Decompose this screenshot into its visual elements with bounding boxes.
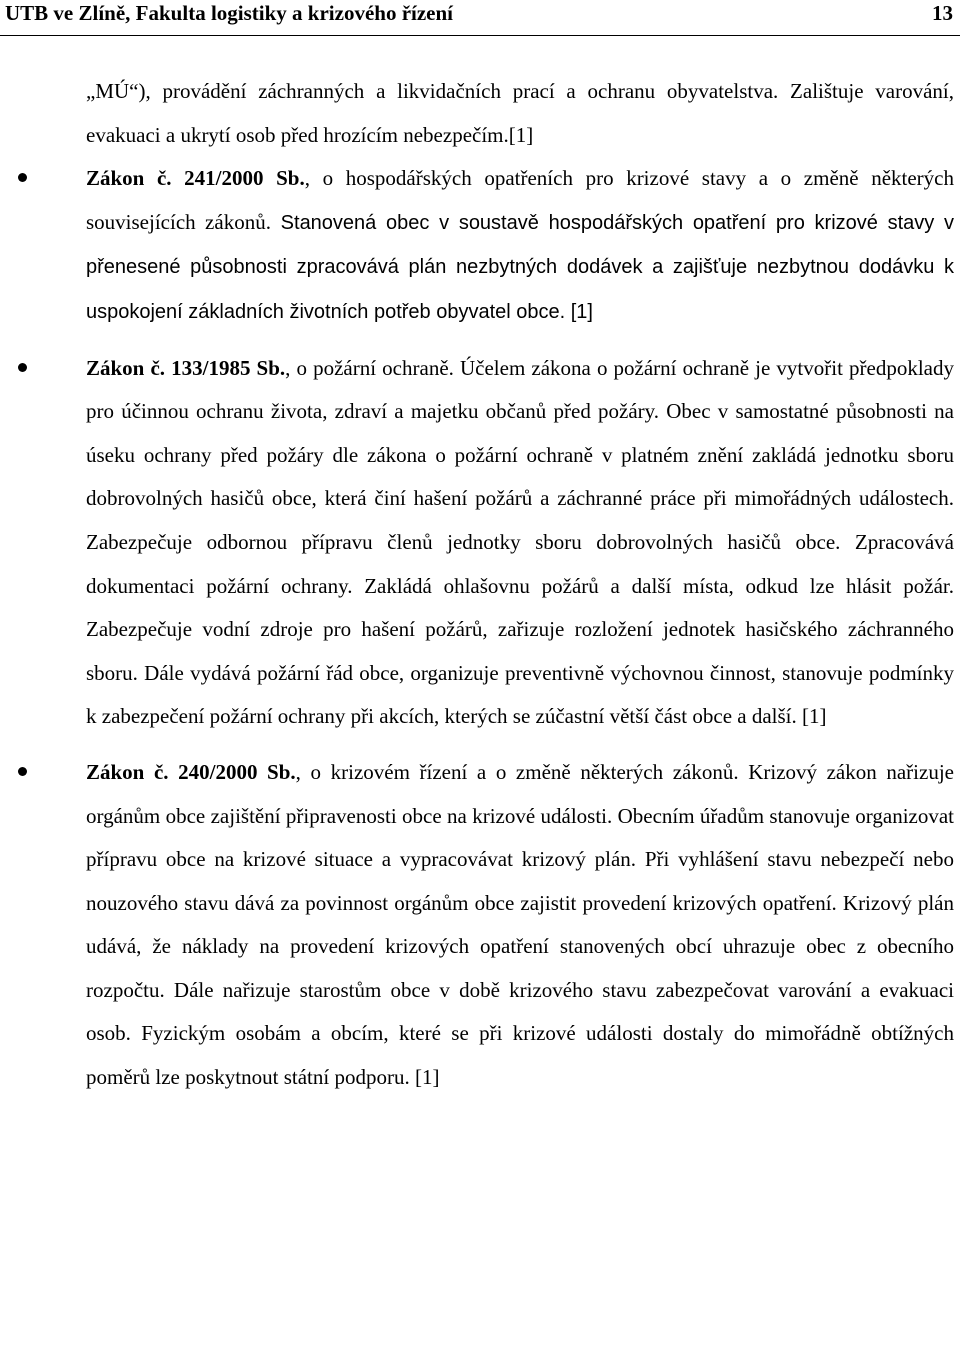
law-reference: Zákon č. 133/1985 Sb. <box>86 355 286 380</box>
header-title: UTB ve Zlíně, Fakulta logistiky a krizového řízení <box>5 1 454 25</box>
intro-paragraph: „MÚ“), provádění záchranných a likvidačních prací a ochranu obyvatelstva. Zalištuje varování, evakuaci a ukrytí osob před hrozícím nebezpečím.[1] <box>86 79 954 147</box>
law-description: Krizový zákon nařizuje orgánům obce zajištění připravenosti obce na krizové události. Obecním úřadům stanovuje organizovat přípravu obce na krizové situace a vypracovávat krizový plán. Při vyhlášení stavu nebezpečí nebo nouzového stavu dává za povinnost orgánům obce zajistit provedení krizových opatření. Krizový plán udává, že náklady na provedení krizových opatření stanovených obcí uhrazuje obec z obecního rozpočtu. Dále nařizuje starostům obce v době krizového stavu zabezpečovat varování a evakuaci osob. Fyzickým osobám a obcím, které se při krizové události dostaly do mimořádně obtížných poměrů lze poskytnout státní podporu. [1] <box>86 759 954 1090</box>
law-description: Stanovená obec v soustavě hospodářských opatření pro krizové stavy v přenesené působnosti zpracovává plán nezbytných dodávek a zajišťuje nezbytnou dodávku k uspokojení základních životních potřeb obyvatel obce. [1] <box>86 211 954 323</box>
list-item-law-240-2000 <box>86 751 954 1100</box>
list-item-law-133-1985 <box>86 347 954 739</box>
law-title: , o požární ochraně. <box>285 355 454 380</box>
page-number: 13 <box>932 1 953 25</box>
bullet-icon <box>18 363 27 372</box>
list-item-law-241-2000 <box>86 157 954 334</box>
bullet-icon <box>18 767 27 776</box>
law-title: , o krizovém řízení a o změně některých zákonů. <box>295 759 739 784</box>
law-reference: Zákon č. 240/2000 Sb. <box>86 759 296 784</box>
document-body <box>86 70 954 1100</box>
law-title: , o hospodářských opatřeních pro krizové stavy a o změně některých souvisejících zákonů. <box>86 166 954 234</box>
page-header <box>0 0 960 36</box>
law-reference: Zákon č. 241/2000 Sb. <box>86 166 305 191</box>
bullet-icon <box>18 173 27 182</box>
law-description: Účelem zákona o požární ochraně je vytvořit předpoklady pro účinnou ochranu života, zdraví a majetku občanů před požáry. Obec v samostatné působnosti na úseku ochrany před požáry dle zákona o požární ochraně v platném znění zakládá jednotku sboru dobrovolných hasičů obce, která činí hašení požárů a záchranné práce při mimořádných událostech. Zabezpečuje odbornou přípravu členů jednotky sboru dobrovolných hasičů obce. Zpracovává dokumentaci požární ochrany. Zakládá ohlašovnu požárů a další místa, odkud lze hlásit požár. Zabezpečuje vodní zdroje pro hašení požárů, zařizuje rozložení jednotek hasičského záchranného sboru. Dále vydává požární řád obce, organizuje preventivně výchovnou činnost, stanovuje podmínky k zabezpečení požární ochrany při akcích, kterých se zúčastní větší část obce a další. [1] <box>86 355 954 729</box>
